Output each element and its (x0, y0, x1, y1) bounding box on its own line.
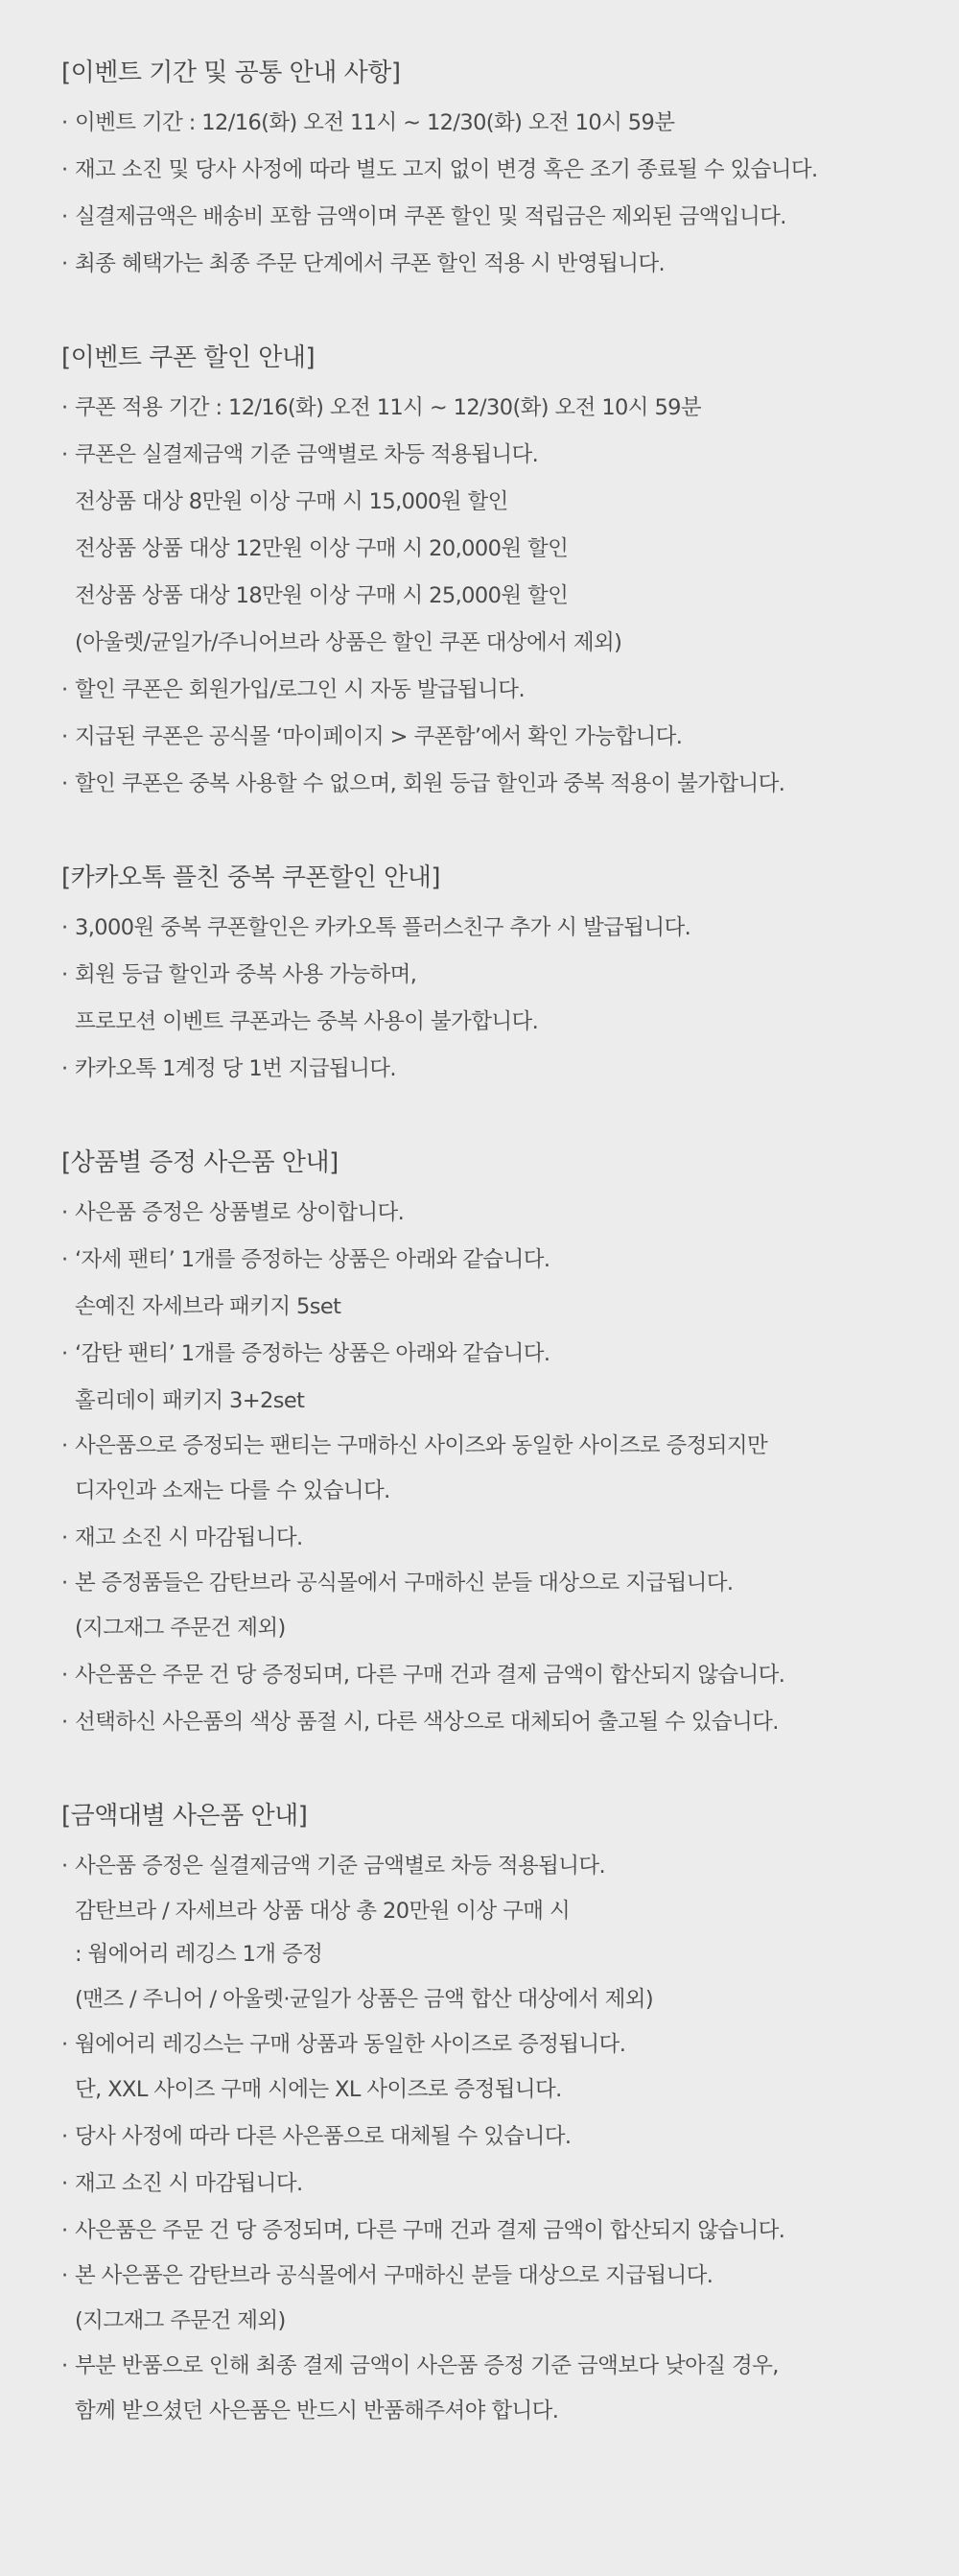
notice-line: · 최종 혜택가는 최종 주문 단계에서 쿠폰 할인 적용 시 반영됩니다. (61, 241, 959, 288)
bullet: · (61, 1056, 68, 1081)
notice-line: · 웜에어리 레깅스는 구매 상품과 동일한 사이즈로 증정됩니다. (61, 2023, 959, 2067)
notice-line: · 부분 반품으로 인해 최종 결제 금액이 사은품 증정 기준 금액보다 낮아질 경우, (61, 2345, 959, 2388)
bullet: · (61, 1525, 68, 1550)
notice-line: · 사은품으로 증정되는 팬티는 구매하신 사이즈와 동일한 사이즈로 증정되지만 (61, 1425, 959, 1468)
notice-line: · 본 사은품은 감탄브라 공식몰에서 구매하신 분들 대상으로 지급됩니다. (61, 2255, 959, 2298)
bullet: · (61, 1571, 68, 1595)
bullet: · (61, 2171, 68, 2196)
notice-line: · 할인 쿠폰은 회원가입/로그인 시 자동 발급됩니다. (61, 667, 959, 714)
notice-line: · 선택하신 사은품의 색상 품절 시, 다른 색상으로 대체되어 출고될 수 있습니다. (61, 1699, 959, 1746)
notice-line: · 재고 소진 시 마감됩니다. (61, 1515, 959, 1562)
bullet: · (61, 915, 68, 940)
notice-subline: 감탄브라 / 자세브라 상품 대상 총 20만원 이상 구매 시 (75, 1899, 571, 1924)
notice-line: · 3,000원 중복 쿠폰할인은 카카오톡 플러스친구 추가 시 발급됩니다. (61, 905, 959, 952)
notice-line: · 당사 사정에 따라 다른 사은품으로 대체될 수 있습니다. (61, 2114, 959, 2161)
notice-subline: 전상품 상품 대상 18만원 이상 구매 시 25,000원 할인 (75, 583, 569, 608)
notice-line: · 할인 쿠폰은 중복 사용할 수 없으며, 회원 등급 할인과 중복 적용이 불가합니다. (61, 761, 959, 808)
notice-line: · 사은품은 주문 건 당 증정되며, 다른 구매 건과 결제 금액이 합산되지 않습니다. (61, 2208, 959, 2255)
bullet: · (61, 1341, 68, 1366)
notice-line: · 쿠폰은 실결제금액 기준 금액별로 차등 적용됩니다. (61, 432, 959, 479)
notice-line: · 이벤트 기간 : 12/16(화) 오전 11시 ~ 12/30(화) 오전 10시 59분 (61, 100, 959, 147)
section-product-gift (61, 1147, 959, 1746)
notice-subline: (지그재그 주문건 제외) (75, 1616, 286, 1641)
notice-line: · 쿠폰 적용 기간 : 12/16(화) 오전 11시 ~ 12/30(화) 오전 10시 59분 (61, 385, 959, 432)
bullet: · (61, 442, 68, 467)
section-kakao-coupon (61, 863, 959, 1093)
section-title-text: 금액대별 사은품 안내 (70, 1802, 298, 1831)
notice-line: · ‘자세 팬티’ 1개를 증정하는 상품은 아래와 같습니다. (61, 1237, 959, 1284)
bullet: · (61, 1433, 68, 1458)
bullet: · (61, 157, 68, 182)
notice-subline: 함께 받으셨던 사은품은 반드시 반품해주셔야 합니다. (75, 2399, 559, 2423)
bullet: · (61, 1200, 68, 1225)
bullet: · (61, 2218, 68, 2243)
bullet: · (61, 2263, 68, 2288)
bullet: · (61, 251, 68, 276)
bullet: · (61, 1854, 68, 1879)
notice-line: · 실결제금액은 배송비 포함 금액이며 쿠폰 할인 및 적립금은 제외된 금액입니다. (61, 194, 959, 241)
notice-line: · ‘감탄 팬티’ 1개를 증정하는 상품은 아래와 같습니다. (61, 1331, 959, 1378)
notice-line: · 사은품은 주문 건 당 증정되며, 다른 구매 건과 결제 금액이 합산되지 않습니다. (61, 1652, 959, 1699)
notice-subline: 프로모션 이벤트 쿠폰과는 중복 사용이 불가합니다. (75, 1009, 539, 1034)
bullet: · (61, 1663, 68, 1688)
section-title-text: 이벤트 기간 및 공통 안내 사항 (70, 59, 391, 87)
notice-subline: 전상품 대상 8만원 이상 구매 시 15,000원 할인 (75, 489, 508, 514)
section-event-period (61, 58, 959, 288)
notice-subline: 홀리데이 패키지 3+2set (75, 1388, 305, 1413)
notice-line: · 사은품 증정은 실결제금액 기준 금액별로 차등 적용됩니다. (61, 1843, 959, 1890)
section-title: [카카오톡 플친 중복 쿠폰할인 안내] (61, 863, 440, 892)
bullet: · (61, 1247, 68, 1272)
notice-subline: 손예진 자세브라 패키지 5set (75, 1294, 341, 1319)
section-title-text: 이벤트 쿠폰 할인 안내 (70, 343, 306, 372)
bullet: · (61, 2032, 68, 2057)
bullet: · (61, 110, 68, 135)
bullet: · (61, 962, 68, 987)
notice-line: · 재고 소진 및 당사 사정에 따라 별도 고지 없이 변경 혹은 조기 종료될 수 있습니다. (61, 147, 959, 194)
notice-line: · 지급된 쿠폰은 공식몰 ‘마이페이지 > 쿠폰함’에서 확인 가능합니다. (61, 714, 959, 761)
bullet: · (61, 1710, 68, 1735)
section-title: [이벤트 쿠폰 할인 안내] (61, 343, 316, 372)
bullet: · (61, 724, 68, 749)
bullet: · (61, 395, 68, 420)
section-amount-gift (61, 1801, 959, 2435)
section-coupon-discount (61, 343, 959, 808)
section-title: [이벤트 기간 및 공통 안내 사항] (61, 59, 401, 87)
bullet: · (61, 2353, 68, 2378)
section-title: [상품별 증정 사은품 안내] (61, 1148, 339, 1177)
section-title-text: 상품별 증정 사은품 안내 (70, 1148, 330, 1177)
notice-subline: (아울렛/균일가/주니어브라 상품은 할인 쿠폰 대상에서 제외) (75, 630, 622, 655)
bullet: · (61, 2124, 68, 2149)
notice-line: · 회원 등급 할인과 중복 사용 가능하며, (61, 952, 959, 999)
notice-line: · 사은품 증정은 상품별로 상이합니다. (61, 1190, 959, 1237)
notice-subline: : 웜에어리 레깅스 1개 증정 (75, 1942, 323, 1967)
bullet: · (61, 771, 68, 796)
notice-subline: 단, XXL 사이즈 구매 시에는 XL 사이즈로 증정됩니다. (75, 2077, 562, 2102)
notice-subline: 전상품 상품 대상 12만원 이상 구매 시 20,000원 할인 (75, 536, 569, 561)
notice-line: · 본 증정품들은 감탄브라 공식몰에서 구매하신 분들 대상으로 지급됩니다. (61, 1562, 959, 1605)
notice-subline: (지그재그 주문건 제외) (75, 2308, 286, 2333)
section-title: [금액대별 사은품 안내] (61, 1802, 308, 1831)
bullet: · (61, 204, 68, 229)
notice-subline: (맨즈 / 주니어 / 아울렛·균일가 상품은 금액 합산 대상에서 제외) (75, 1987, 654, 2012)
bullet: · (61, 677, 68, 702)
notice-line: · 카카오톡 1계정 당 1번 지급됩니다. (61, 1046, 959, 1093)
notice-subline: 디자인과 소재는 다를 수 있습니다. (75, 1478, 390, 1503)
section-title-text: 카카오톡 플친 중복 쿠폰할인 안내 (70, 863, 432, 892)
notice-line: · 재고 소진 시 마감됩니다. (61, 2161, 959, 2208)
